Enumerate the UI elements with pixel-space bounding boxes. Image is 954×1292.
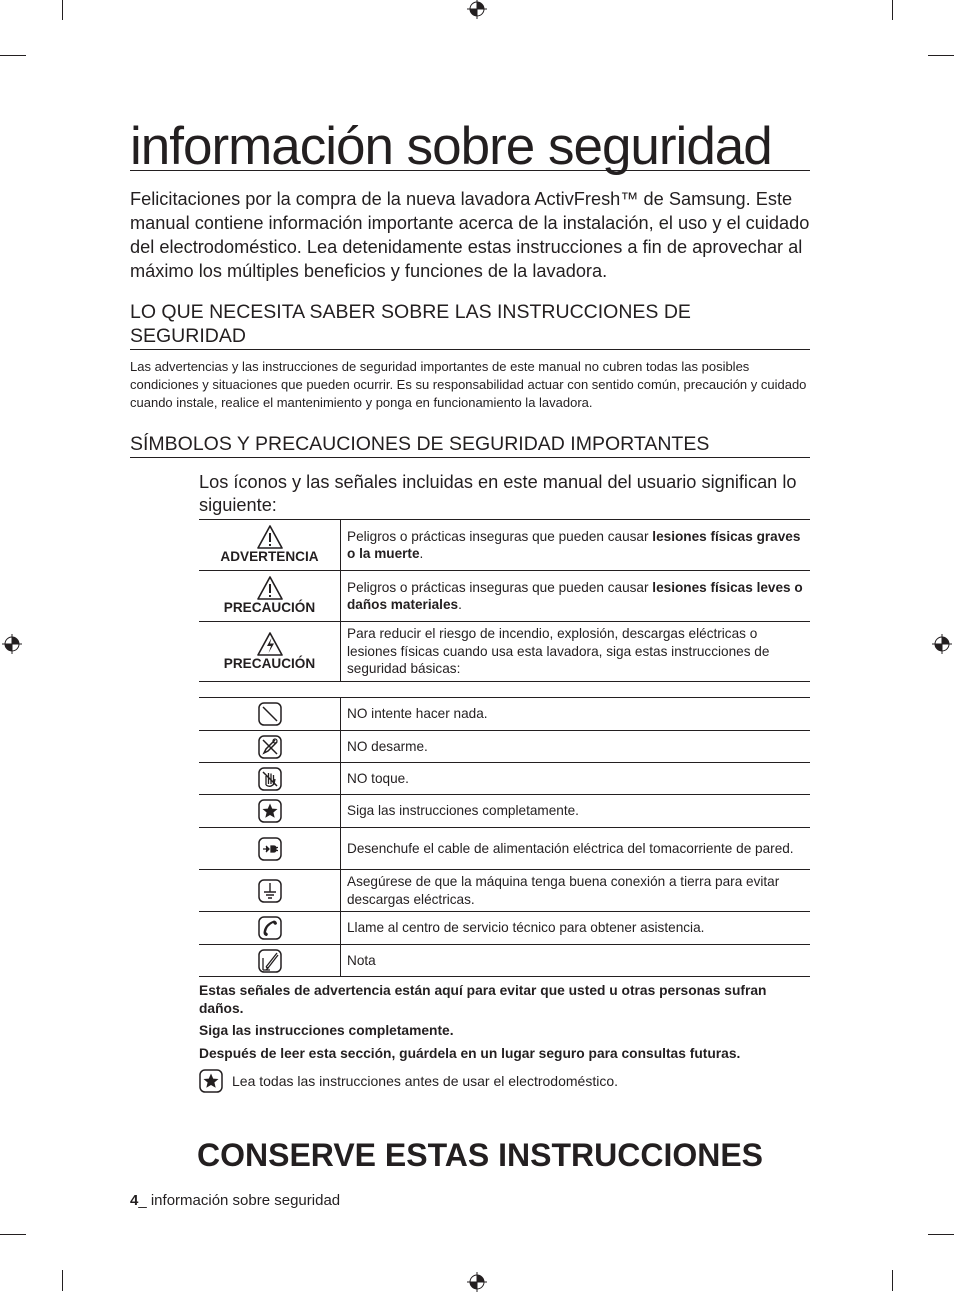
crop-mark [928, 55, 954, 56]
note-line-3: Después de leer esta sección, guárdela en un lugar seguro para consultas futuras. [199, 1046, 741, 1061]
crop-mark [928, 1234, 954, 1235]
crop-mark [0, 1234, 26, 1235]
final-instruction-text: Lea todas las instrucciones antes de usar el electrodoméstico. [232, 1073, 618, 1089]
no-disassemble-icon [258, 735, 282, 759]
intro-paragraph: Felicitaciones por la compra de la nueva lavadora ActivFresh™ de Samsung. Este manual contiene información importante acerca de la instalación, el uso y el cuidado del electrodoméstico. Lea detenidamente estas instrucciones a fin de aprovechar al máximo los múltiples beneficios y funciones de la lavadora. [130, 189, 810, 281]
note-line-1: Estas señales de advertencia están aquí para evitar que usted u otras personas sufran daños. [199, 983, 767, 1016]
note-line-2: Siga las instrucciones completamente. [199, 1023, 454, 1038]
caution-text-bold: lesiones físicas leves o daños materiales [347, 579, 803, 612]
table-row [199, 945, 810, 977]
warning-text-bold: lesiones físicas graves o la muerte [347, 528, 801, 561]
crop-mark [0, 55, 26, 56]
symbol-text: Nota [341, 945, 811, 977]
table-row [199, 698, 810, 731]
crop-mark [892, 1270, 893, 1291]
symbol-text: NO toque. [341, 763, 811, 795]
table-row [199, 731, 810, 763]
symbol-text: NO intente hacer nada. [341, 698, 811, 731]
page-footer [130, 1191, 340, 1211]
table-row: PRECAUCIÓN Peligros o prácticas inseguras que pueden causar lesiones físicas leves o daños materiales. [199, 571, 810, 622]
no-touch-icon [258, 767, 282, 791]
warning-text: Peligros o prácticas inseguras que pueden causar [347, 528, 653, 544]
page-title: información sobre seguridad [130, 118, 810, 171]
symbols-lead: Los íconos y las señales incluidas en este manual del usuario significan lo siguiente: [199, 472, 797, 515]
symbol-text: Asegúrese de que la máquina tenga buena conexión a tierra para evitar descargas eléctricas. [341, 870, 811, 912]
table-row: ADVERTENCIA Peligros o prácticas inseguras que pueden causar lesiones físicas graves o la muerte. [199, 520, 810, 571]
caution-electric-label: PRECAUCIÓN [223, 655, 316, 671]
table-row [199, 795, 810, 828]
registration-mark-icon [467, 0, 487, 19]
warning-triangle-icon [257, 576, 283, 600]
caution-text: Peligros o prácticas inseguras que pueden causar [347, 579, 653, 595]
follow-instructions-icon [199, 1069, 223, 1093]
crop-mark [62, 0, 63, 20]
phone-icon [258, 916, 282, 940]
ground-icon [258, 879, 282, 903]
unplug-icon [258, 837, 282, 861]
symbol-text: NO desarme. [341, 731, 811, 763]
warning-levels-table [199, 519, 810, 682]
warning-triangle-icon [257, 525, 283, 549]
footer-text: _ información sobre seguridad [138, 1192, 341, 1209]
symbol-text: Siga las instrucciones completamente. [341, 795, 811, 828]
caution-label: PRECAUCIÓN [223, 600, 316, 615]
note-icon [258, 949, 282, 973]
final-instruction [199, 1068, 810, 1094]
table-row [199, 870, 810, 912]
page-number: 4 [130, 1192, 139, 1209]
symbols-table [199, 697, 810, 977]
symbol-text: Llame al centro de servicio técnico para obtener asistencia. [341, 912, 811, 945]
registration-mark-icon [467, 1272, 487, 1292]
table-row [199, 622, 810, 682]
section-heading-symbols: SÍMBOLOS Y PRECAUCIONES DE SEGURIDAD IMPORTANTES [130, 432, 810, 458]
table-row [199, 763, 810, 795]
table-row [199, 828, 810, 870]
crop-mark [892, 0, 893, 20]
warning-label: ADVERTENCIA [220, 549, 319, 564]
table-row [199, 912, 810, 945]
registration-mark-icon [2, 634, 22, 654]
section-heading-instructions: LO QUE NECESITA SABER SOBRE LAS INSTRUCCIONES DE SEGURIDAD [130, 300, 810, 350]
caution-electric-text: Para reducir el riesgo de incendio, explosión, descargas eléctricas o lesiones físicas cuando usa esta lavadora, siga estas instrucciones de seguridad básicas: [347, 626, 770, 677]
follow-instructions-icon [258, 799, 282, 823]
symbol-text: Desenchufe el cable de alimentación eléctrica del tomacorriente de pared. [341, 828, 811, 870]
crop-mark [62, 1270, 63, 1291]
prohibited-icon [258, 702, 282, 726]
electric-hazard-triangle-icon [257, 632, 283, 656]
registration-mark-icon [932, 634, 952, 654]
conserve-heading: CONSERVE ESTAS INSTRUCCIONES [197, 1137, 764, 1173]
section-body-instructions: Las advertencias y las instrucciones de seguridad importantes de este manual no cubren todas las posibles condiciones y situaciones que pueden ocurrir. Es su responsabilidad actuar con sentido común, precaución y cuidado cuando instale, realice el mantenimiento y ponga en funcionamiento la lavadora. [130, 359, 807, 410]
